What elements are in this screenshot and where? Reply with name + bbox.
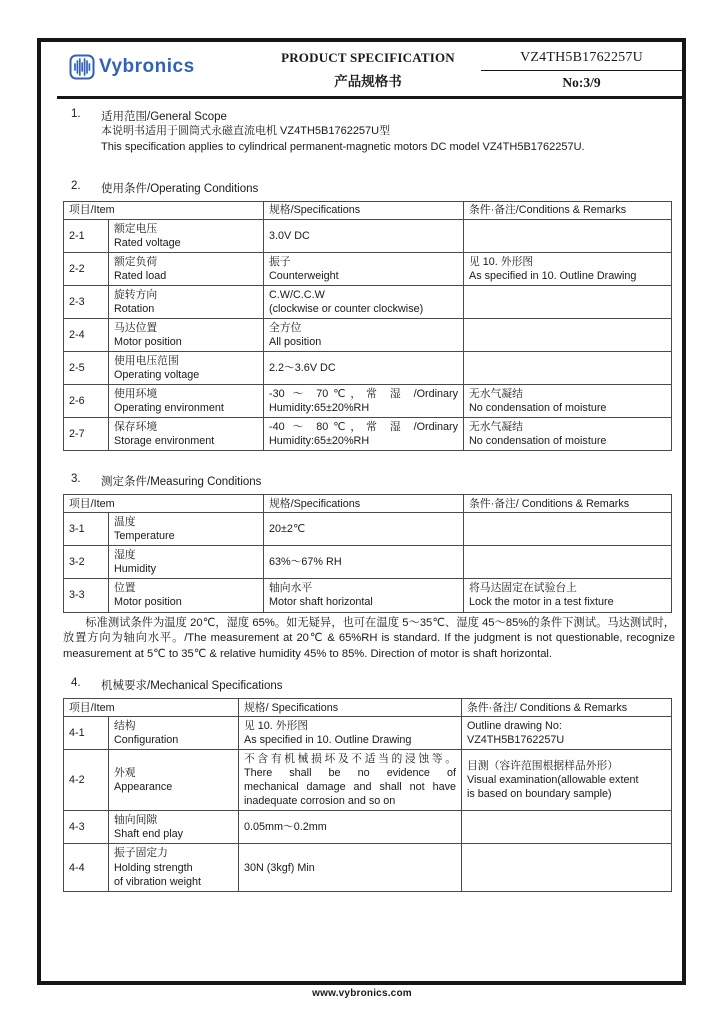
table-row (64, 513, 672, 546)
cell-spec (264, 286, 464, 319)
measuring-conditions-table (63, 494, 672, 612)
table-row (64, 319, 672, 352)
cell-line: 轴向间隙 (114, 814, 158, 827)
operating-conditions-table (63, 201, 672, 451)
section-heading (71, 473, 668, 489)
column-header: 规格/Specifications (264, 495, 464, 513)
cell-item (109, 513, 264, 546)
cell-item (109, 717, 239, 750)
cell-line: -30 ～ 70℃，常 湿 /Ordinary (269, 388, 458, 401)
page-header (63, 48, 668, 94)
cell-line: 无水气凝结 (469, 421, 523, 434)
cell-cond (464, 579, 672, 612)
mechanical-specifications-table (63, 698, 672, 891)
cell-line: 额定负荷 (114, 255, 158, 268)
table-row (64, 811, 672, 844)
row-id: 2-5 (64, 352, 109, 385)
cell-line: 2.2～3.6V DC (269, 362, 336, 375)
cell-line: 保存环境 (114, 421, 158, 434)
cell-line: 20±2℃ (269, 523, 306, 536)
cell-line: C.W/C.C.W (269, 289, 325, 301)
cell-line: of vibration weight (114, 875, 202, 888)
waveform-logo-icon (69, 54, 95, 80)
cell-line: All position (269, 336, 322, 349)
page-number: No:3/9 (562, 75, 601, 90)
column-header: 条件·备注/ Conditions & Remarks (462, 699, 672, 717)
table-row (64, 579, 672, 612)
cell-line: Motor shaft horizontal (269, 596, 373, 609)
cell-cond (464, 319, 672, 352)
section-general-scope (63, 108, 668, 156)
section-heading (71, 180, 668, 196)
cell-line: 使用环境 (114, 388, 158, 401)
cell-cond (464, 513, 672, 546)
cell-cond (462, 844, 672, 891)
cell-line: 无水气凝结 (469, 388, 523, 401)
cell-spec (239, 750, 462, 811)
document-title-block (243, 50, 493, 90)
cell-line: 不含有机械损坏及不适当的浸蚀等。 (244, 753, 456, 766)
cell-line: 外观 (114, 767, 136, 780)
scope-line-zh: 本说明书适用于圆筒式永磁直流电机 VZ4TH5B1762257U型 (101, 125, 391, 137)
table-row (64, 286, 672, 319)
cell-line: Rated load (114, 269, 167, 282)
cell-line: Motor position (114, 336, 182, 349)
cell-line: Outline drawing No: (467, 720, 562, 733)
cell-cond (464, 385, 672, 418)
row-id: 3-1 (64, 513, 109, 546)
cell-line: Shaft end play (114, 828, 184, 841)
column-header: 条件·备注/Conditions & Remarks (464, 201, 672, 219)
cell-line: Configuration (114, 734, 179, 747)
column-header: 项目/Item (64, 495, 264, 513)
cell-cond (464, 286, 672, 319)
table-row (64, 750, 672, 811)
cell-line: Operating voltage (114, 369, 200, 382)
section-mechanical-specifications (63, 677, 668, 891)
cell-line: 3.0V DC (269, 229, 310, 242)
column-header: 项目/Item (64, 699, 239, 717)
cell-line: Rated voltage (114, 236, 181, 249)
cell-line: 将马达固定在试验台上 (469, 582, 577, 595)
cell-line: 额定电压 (114, 222, 158, 235)
row-id: 4-4 (64, 844, 109, 891)
cell-line: 见 10. 外形图 (469, 255, 534, 268)
cell-spec (264, 546, 464, 579)
model-block (481, 50, 682, 91)
cell-line: Operating environment (114, 402, 224, 415)
cell-line: Rotation (114, 303, 155, 316)
section-body (101, 124, 668, 156)
cell-line: 结构 (114, 720, 136, 733)
row-id: 2-3 (64, 286, 109, 319)
cell-line: 使用电压范围 (114, 355, 179, 368)
cell-line: No condensation of moisture (469, 435, 607, 448)
cell-line: 30N (3kgf) Min (244, 861, 315, 874)
cell-line: Humidity (114, 563, 156, 576)
cell-line: (clockwise or counter clockwise) (269, 303, 424, 316)
footer-url: www.vybronics.com (312, 988, 412, 999)
cell-item (109, 844, 239, 891)
cell-cond (464, 219, 672, 252)
cell-line: Storage environment (114, 435, 215, 448)
cell-item (109, 352, 264, 385)
cell-line: Humidity:65±20%RH (269, 402, 370, 415)
table-row (64, 844, 672, 891)
cell-item (109, 579, 264, 612)
cell-spec (264, 319, 464, 352)
row-id: 2-6 (64, 385, 109, 418)
row-id: 4-1 (64, 717, 109, 750)
cell-line: 旋转方向 (114, 289, 158, 301)
cell-line: mechanical damage and shall not have (244, 781, 456, 794)
cell-cond (464, 352, 672, 385)
cell-spec (264, 579, 464, 612)
scope-line-en: This specification applies to cylindrical permanent-magnetic motors DC model VZ4TH5B1762257U. (101, 140, 585, 153)
spec-sheet (37, 38, 686, 985)
table-row (64, 385, 672, 418)
row-id: 2-1 (64, 219, 109, 252)
section-measuring-conditions (63, 473, 675, 663)
cell-item (109, 546, 264, 579)
cell-line: 马达位置 (114, 322, 158, 335)
cell-spec (264, 418, 464, 451)
column-header: 项目/Item (64, 201, 264, 219)
cell-cond (464, 546, 672, 579)
cell-line: is based on boundary sample) (467, 788, 612, 801)
cell-line: There shall be no evidence of (244, 767, 456, 780)
cell-item (109, 286, 264, 319)
row-id: 4-2 (64, 750, 109, 811)
row-id: 2-7 (64, 418, 109, 451)
model-number: VZ4TH5B1762257U (481, 50, 682, 71)
section-number: 4. (71, 677, 81, 690)
cell-item (109, 385, 264, 418)
section-number: 1. (71, 108, 81, 120)
row-id: 2-2 (64, 252, 109, 285)
section-number: 3. (71, 473, 81, 486)
cell-line: Appearance (114, 781, 173, 794)
document-title-en: PRODUCT SPECIFICATION (281, 50, 455, 65)
cell-spec (264, 513, 464, 546)
cell-line: 振子固定力 (114, 847, 168, 860)
table-row (64, 546, 672, 579)
cell-line: VZ4TH5B1762257U (467, 734, 565, 747)
table-row (64, 418, 672, 451)
cell-line: Humidity:65±20%RH (269, 435, 370, 448)
logo-text: Vybronics (99, 56, 195, 77)
column-header: 规格/Specifications (264, 201, 464, 219)
cell-cond (462, 750, 672, 811)
table-row (64, 717, 672, 750)
cell-line: Counterweight (269, 269, 339, 282)
document-title-zh: 产品规格书 (334, 74, 402, 89)
cell-item (109, 319, 264, 352)
cell-spec (239, 844, 462, 891)
table-row (64, 252, 672, 285)
header-rule (57, 96, 682, 99)
cell-line: -40 ～ 80℃，常 湿 /Ordinary (269, 421, 458, 434)
cell-line: 0.05mm～0.2mm (244, 821, 327, 834)
cell-cond (464, 418, 672, 451)
table-header-row (64, 495, 672, 513)
section-heading (71, 108, 668, 124)
cell-line: Motor position (114, 596, 182, 609)
vybronics-logo (69, 54, 195, 80)
row-id: 2-4 (64, 319, 109, 352)
cell-line: 位置 (114, 582, 136, 595)
section-number: 2. (71, 179, 81, 192)
table-row (64, 352, 672, 385)
cell-spec (264, 252, 464, 285)
cell-line: 湿度 (114, 549, 136, 562)
cell-spec (239, 811, 462, 844)
section-title: 使用条件/Operating Conditions (101, 182, 259, 195)
section-heading (71, 677, 668, 693)
cell-line: 温度 (114, 516, 136, 529)
cell-line: No condensation of moisture (469, 402, 607, 415)
cell-line: Holding strength (114, 861, 193, 874)
cell-item (109, 252, 264, 285)
cell-spec (264, 352, 464, 385)
row-id: 4-3 (64, 811, 109, 844)
cell-line: 63%～67% RH (269, 556, 342, 569)
cell-line: Lock the motor in a test fixture (469, 596, 614, 609)
row-id: 3-2 (64, 546, 109, 579)
cell-line: inadequate corrosion and so on (244, 795, 396, 808)
row-id: 3-3 (64, 579, 109, 612)
column-header: 规格/ Specifications (239, 699, 462, 717)
cell-spec (264, 219, 464, 252)
cell-line: 振子 (269, 255, 291, 268)
cell-cond (464, 252, 672, 285)
cell-line: 见 10. 外形图 (244, 720, 309, 733)
cell-cond (462, 717, 672, 750)
cell-spec (239, 717, 462, 750)
column-header: 条件·备注/ Conditions & Remarks (464, 495, 672, 513)
cell-line: Visual examination(allowable extent (467, 774, 639, 787)
section-operating-conditions (63, 180, 668, 451)
cell-item (109, 750, 239, 811)
cell-line: As specified in 10. Outline Drawing (244, 734, 412, 747)
cell-spec (264, 385, 464, 418)
cell-line: 目测（容许范围根据样品外形） (467, 760, 619, 773)
measuring-conditions-note: 标准测试条件为温度 20℃，湿度 65%。如无疑异，也可在温度 5～35℃、湿度 45～85%的条件下测试。马达测试时，放置方向为轴向水平。/The measurement at 20℃ & 65%RH is standard. If the judgment is not questionable, recognize measurement at 5℃ to 35℃ & relative humidity 45% to 85%. Direction of motor is shaft horizontal. (63, 616, 675, 661)
cell-line: 全方位 (269, 322, 302, 335)
section-title: 机械要求/Mechanical Specifications (101, 680, 283, 693)
cell-line: 轴向水平 (269, 582, 313, 595)
cell-item (109, 219, 264, 252)
table-header-row (64, 699, 672, 717)
section-title: 测定条件/Measuring Conditions (101, 476, 262, 489)
cell-line: As specified in 10. Outline Drawing (469, 269, 637, 282)
section-title: 适用范围/General Scope (101, 111, 227, 123)
cell-cond (462, 811, 672, 844)
cell-item (109, 811, 239, 844)
cell-item (109, 418, 264, 451)
table-row (64, 219, 672, 252)
cell-line: Temperature (114, 530, 175, 543)
table-header-row (64, 201, 672, 219)
